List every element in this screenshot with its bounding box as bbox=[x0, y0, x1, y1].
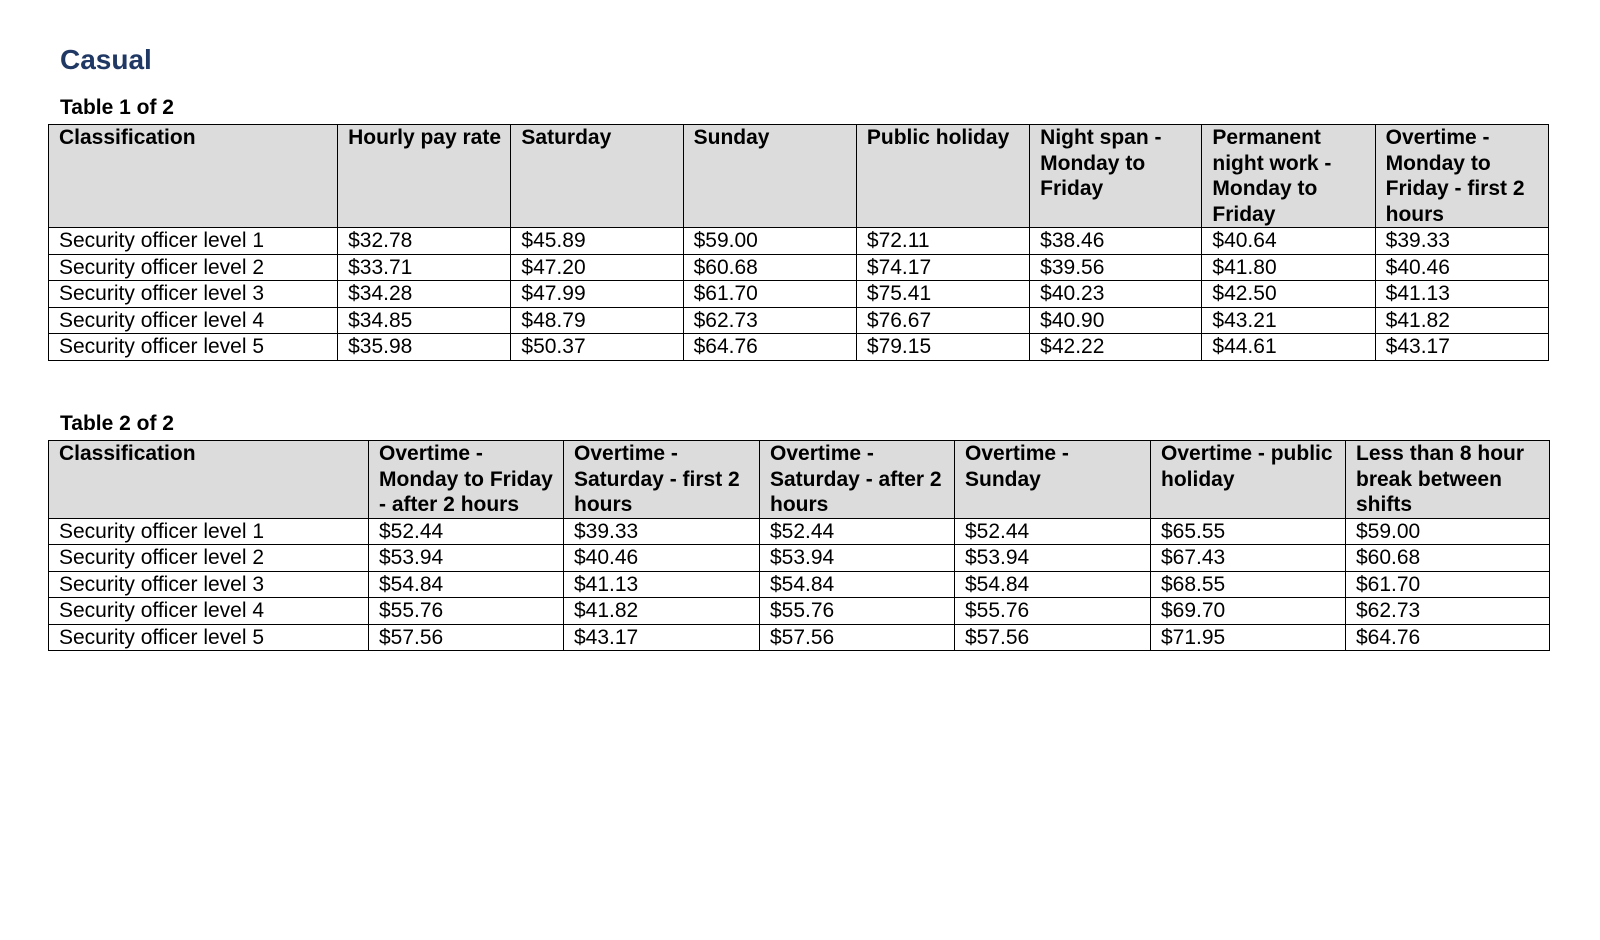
rate-cell: $34.28 bbox=[338, 281, 511, 308]
rate-cell: $47.99 bbox=[511, 281, 683, 308]
classification-cell: Security officer level 1 bbox=[49, 518, 369, 545]
rate-cell: $76.67 bbox=[856, 307, 1029, 334]
classification-cell: Security officer level 4 bbox=[49, 307, 338, 334]
rate-cell: $33.71 bbox=[338, 254, 511, 281]
rate-cell: $34.85 bbox=[338, 307, 511, 334]
rate-cell: $72.11 bbox=[856, 228, 1029, 255]
casual-rates-table-2 bbox=[48, 440, 1550, 651]
classification-cell: Security officer level 4 bbox=[49, 598, 369, 625]
column-header: Overtime - Saturday - first 2 hours bbox=[564, 441, 760, 519]
rate-cell: $39.33 bbox=[1375, 228, 1548, 255]
rate-cell: $35.98 bbox=[338, 334, 511, 361]
rate-cell: $60.68 bbox=[683, 254, 856, 281]
rate-cell: $41.80 bbox=[1202, 254, 1375, 281]
table-row bbox=[49, 254, 1549, 281]
rate-cell: $53.94 bbox=[369, 545, 564, 572]
rate-cell: $40.46 bbox=[1375, 254, 1548, 281]
rate-cell: $47.20 bbox=[511, 254, 683, 281]
column-header: Overtime - public holiday bbox=[1151, 441, 1346, 519]
table-row bbox=[49, 281, 1549, 308]
rate-cell: $61.70 bbox=[1346, 571, 1550, 598]
rate-cell: $71.95 bbox=[1151, 624, 1346, 651]
rate-cell: $41.13 bbox=[1375, 281, 1548, 308]
column-header: Hourly pay rate bbox=[338, 125, 511, 228]
classification-cell: Security officer level 1 bbox=[49, 228, 338, 255]
rate-cell: $59.00 bbox=[683, 228, 856, 255]
rate-cell: $44.61 bbox=[1202, 334, 1375, 361]
rate-cell: $61.70 bbox=[683, 281, 856, 308]
classification-cell: Security officer level 5 bbox=[49, 334, 338, 361]
rate-cell: $79.15 bbox=[856, 334, 1029, 361]
column-header: Public holiday bbox=[856, 125, 1029, 228]
rate-cell: $74.17 bbox=[856, 254, 1029, 281]
rate-cell: $45.89 bbox=[511, 228, 683, 255]
rate-cell: $43.17 bbox=[1375, 334, 1548, 361]
rate-cell: $75.41 bbox=[856, 281, 1029, 308]
column-header: Classification bbox=[49, 441, 369, 519]
table-row bbox=[49, 545, 1550, 572]
table-1-caption: Table 1 of 2 bbox=[60, 96, 174, 119]
rate-cell: $41.82 bbox=[564, 598, 760, 625]
column-header: Less than 8 hour break between shifts bbox=[1346, 441, 1550, 519]
casual-rates-table-1 bbox=[48, 124, 1549, 361]
rate-cell: $52.44 bbox=[955, 518, 1151, 545]
column-header: Saturday bbox=[511, 125, 683, 228]
rate-cell: $54.84 bbox=[955, 571, 1151, 598]
rate-cell: $41.13 bbox=[564, 571, 760, 598]
rate-cell: $39.33 bbox=[564, 518, 760, 545]
rate-cell: $68.55 bbox=[1151, 571, 1346, 598]
rate-cell: $42.22 bbox=[1030, 334, 1202, 361]
rate-cell: $54.84 bbox=[369, 571, 564, 598]
column-header: Night span - Monday to Friday bbox=[1030, 125, 1202, 228]
table-row bbox=[49, 518, 1550, 545]
classification-cell: Security officer level 2 bbox=[49, 254, 338, 281]
rate-cell: $40.23 bbox=[1030, 281, 1202, 308]
rate-cell: $48.79 bbox=[511, 307, 683, 334]
column-header: Sunday bbox=[683, 125, 856, 228]
rate-cell: $43.17 bbox=[564, 624, 760, 651]
rate-cell: $62.73 bbox=[683, 307, 856, 334]
table-2-body bbox=[49, 518, 1550, 651]
table-2-caption: Table 2 of 2 bbox=[60, 412, 174, 435]
column-header: Overtime - Monday to Friday - first 2 hours bbox=[1375, 125, 1548, 228]
table-row bbox=[49, 624, 1550, 651]
rate-cell: $57.56 bbox=[955, 624, 1151, 651]
table-1-header bbox=[49, 125, 1549, 228]
rate-cell: $52.44 bbox=[369, 518, 564, 545]
classification-cell: Security officer level 2 bbox=[49, 545, 369, 572]
rate-cell: $57.56 bbox=[760, 624, 955, 651]
header-row bbox=[49, 441, 1550, 519]
table-1-body bbox=[49, 228, 1549, 361]
rate-cell: $67.43 bbox=[1151, 545, 1346, 572]
classification-cell: Security officer level 5 bbox=[49, 624, 369, 651]
rate-cell: $32.78 bbox=[338, 228, 511, 255]
classification-cell: Security officer level 3 bbox=[49, 281, 338, 308]
rate-cell: $62.73 bbox=[1346, 598, 1550, 625]
rate-cell: $38.46 bbox=[1030, 228, 1202, 255]
rate-cell: $69.70 bbox=[1151, 598, 1346, 625]
table-row bbox=[49, 228, 1549, 255]
rate-cell: $60.68 bbox=[1346, 545, 1550, 572]
rate-cell: $40.46 bbox=[564, 545, 760, 572]
rate-cell: $64.76 bbox=[1346, 624, 1550, 651]
rate-cell: $43.21 bbox=[1202, 307, 1375, 334]
rate-cell: $64.76 bbox=[683, 334, 856, 361]
column-header: Classification bbox=[49, 125, 338, 228]
rate-cell: $65.55 bbox=[1151, 518, 1346, 545]
rate-cell: $50.37 bbox=[511, 334, 683, 361]
rate-cell: $55.76 bbox=[369, 598, 564, 625]
column-header: Overtime - Saturday - after 2 hours bbox=[760, 441, 955, 519]
classification-cell: Security officer level 3 bbox=[49, 571, 369, 598]
column-header: Overtime - Monday to Friday - after 2 hours bbox=[369, 441, 564, 519]
rate-cell: $41.82 bbox=[1375, 307, 1548, 334]
rate-cell: $42.50 bbox=[1202, 281, 1375, 308]
page-title: Casual bbox=[60, 44, 152, 75]
rate-cell: $54.84 bbox=[760, 571, 955, 598]
rate-cell: $55.76 bbox=[955, 598, 1151, 625]
column-header: Permanent night work - Monday to Friday bbox=[1202, 125, 1375, 228]
table-row bbox=[49, 307, 1549, 334]
header-row bbox=[49, 125, 1549, 228]
rate-cell: $39.56 bbox=[1030, 254, 1202, 281]
rate-cell: $52.44 bbox=[760, 518, 955, 545]
rate-cell: $55.76 bbox=[760, 598, 955, 625]
rate-cell: $53.94 bbox=[760, 545, 955, 572]
rate-cell: $40.90 bbox=[1030, 307, 1202, 334]
table-2-header bbox=[49, 441, 1550, 519]
rate-cell: $40.64 bbox=[1202, 228, 1375, 255]
column-header: Overtime - Sunday bbox=[955, 441, 1151, 519]
rate-cell: $57.56 bbox=[369, 624, 564, 651]
rate-cell: $53.94 bbox=[955, 545, 1151, 572]
table-row bbox=[49, 571, 1550, 598]
table-row bbox=[49, 598, 1550, 625]
rate-cell: $59.00 bbox=[1346, 518, 1550, 545]
table-row bbox=[49, 334, 1549, 361]
